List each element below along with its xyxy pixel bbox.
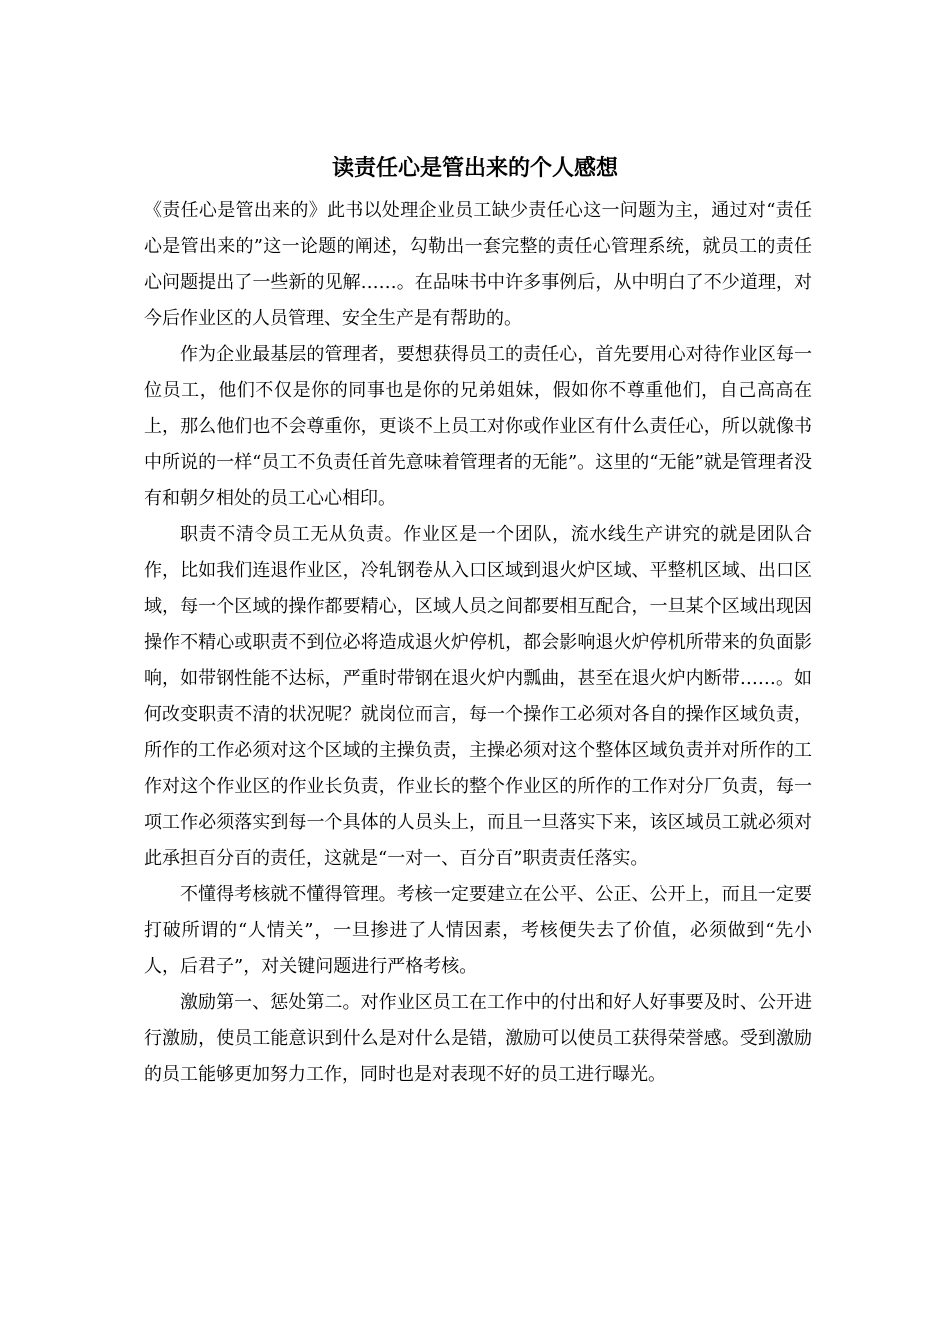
paragraph-intro: 《责任心是管出来的》此书以处理企业员工缺少责任心这一问题为主，通过对“责任心是管出来的”这一论题的阐述，勾勒出一套完整的责任心管理系统，就员工的责任心问题提出了一些新的见解……。在品味书中许多事例后，从中明白了不少道理，对今后作业区的人员管理、安全生产是有帮助的。 — [144, 200, 812, 329]
paragraph-incentive: 激励第一、惩处第二。对作业区员工在工作中的付出和好人好事要及时、公开进行激励，使员工能意识到什么是对什么是错，激励可以使员工获得荣誉感。受到激励的员工能够更加努力工作，同时也是对表现不好的员工进行曝光。 — [144, 992, 812, 1085]
paragraph-responsibility: 职责不清令员工无从负责。作业区是一个团队，流水线生产讲究的就是团队合作，比如我们连退作业区，冷轧钢卷从入口区域到退火炉区域、平整机区域、出口区域，每一个区域的操作都要精心，区域人员之间都要相互配合，一旦某个区域出现因操作不精心或职责不到位必将造成退火炉停机，都会影响退火炉停机所带来的负面影响，如带钢性能不达标，严重时带钢在退火炉内瓢曲，甚至在退火炉内断带……。如何改变职责不清的状况呢？就岗位而言，每一个操作工必须对各自的操作区域负责，所作的工作必须对这个区域的主操负责，主操必须对这个整体区域负责并对所作的工作对这个作业区的作业长负责，作业长的整个作业区的所作的工作对分厂负责，每一项工作必须落实到每一个具体的人员头上，而且一旦落实下来，该区域员工就必须对此承担百分百的责任，这就是“一对一、百分百”职责责任落实。 — [144, 524, 812, 869]
paragraph-assessment: 不懂得考核就不懂得管理。考核一定要建立在公平、公正、公开上，而且一定要打破所谓的“人情关”，一旦掺进了人情因素，考核便失去了价值，必须做到“先小人，后君子”，对关键问题进行严格考核。 — [144, 884, 812, 977]
paragraph-respect: 作为企业最基层的管理者，要想获得员工的责任心，首先要用心对待作业区每一位员工，他们不仅是你的同事也是你的兄弟姐妹，假如你不尊重他们，自己高高在上，那么他们也不会尊重你，更谈不上员工对你或作业区有什么责任心，所以就像书中所说的一样“员工不负责任首先意味着管理者的无能”。这里的“无能”就是管理者没有和朝夕相处的员工心心相印。 — [144, 344, 812, 509]
document-body — [144, 193, 812, 1093]
document-title: 读责任心是管出来的个人感想 — [331, 155, 618, 181]
